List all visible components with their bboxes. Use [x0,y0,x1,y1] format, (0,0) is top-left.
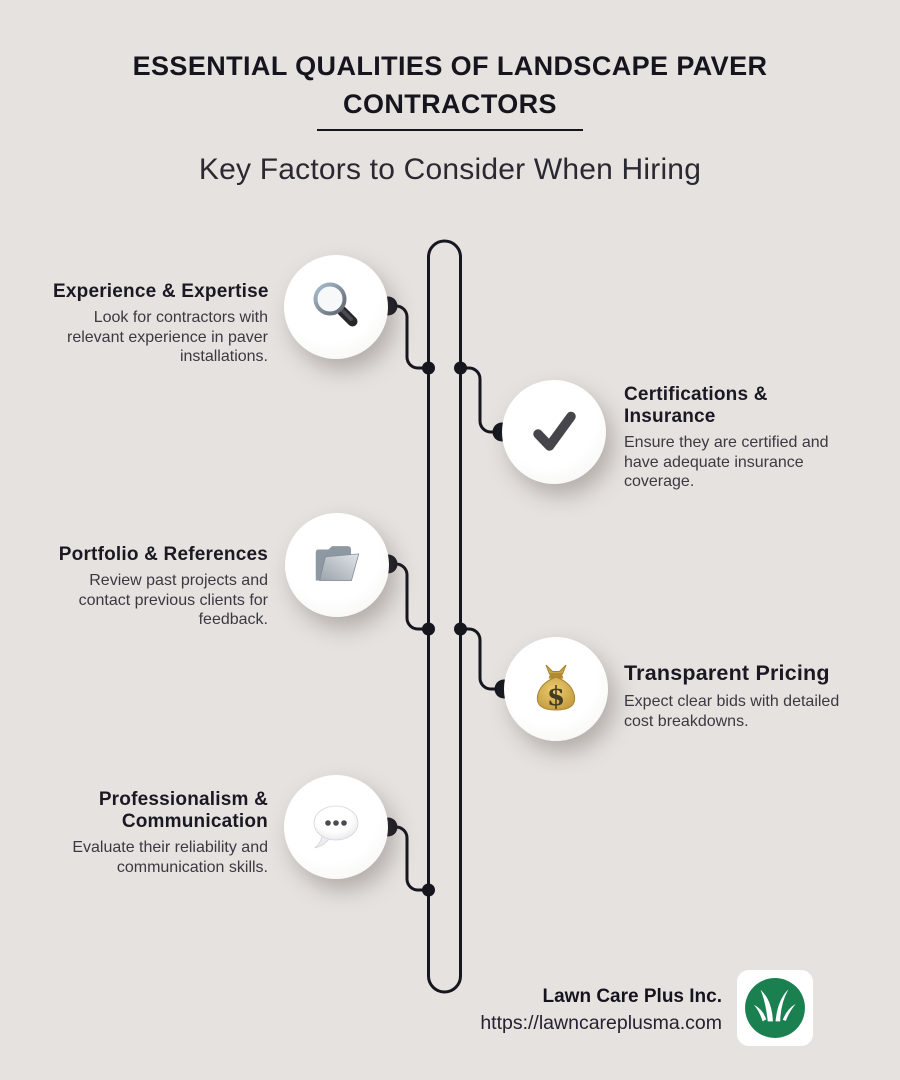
connector-item-4 [461,629,505,689]
connector-item-1 [388,306,429,368]
website-url[interactable]: https://lawncareplusma.com [480,1012,722,1034]
svg-text:$: $ [546,682,566,712]
item-title: Transparent Pricing [624,661,830,685]
magnifying-glass-icon [307,278,365,336]
rail-dot-1a [422,362,435,375]
timeline-capsule [429,241,461,992]
page-title [0,47,900,123]
item-description: Expect clear bids with detailed cost breakdowns. [624,693,840,730]
node-experience [284,255,388,359]
folder-icon [309,537,365,593]
footer [480,986,722,1035]
connector-item-5 [388,827,429,890]
item-title: Portfolio & References [58,544,268,565]
item-description: Review past projects and contact previous clients for feedback. [78,572,268,628]
node-portfolio [285,513,389,617]
connector-item-2 [461,368,503,432]
speech-bubble-icon [305,798,367,856]
grass-logo-icon [744,977,806,1039]
page-title-line2: CONTRACTORS [343,89,557,119]
page-title-line1: ESSENTIAL QUALITIES OF LANDSCAPE PAVER [132,51,768,81]
page-subtitle: Key Factors to Consider When Hiring [198,153,702,186]
rail-dot-3a [422,884,435,897]
item-communication [56,789,268,877]
item-portfolio [46,544,268,630]
company-name: Lawn Care Plus Inc. [542,986,722,1007]
item-title: Certifications & Insurance [624,384,768,427]
checkmark-icon [525,403,583,461]
item-experience [53,281,268,367]
connector-item-3 [388,564,429,629]
company-logo [737,970,813,1046]
node-pricing [504,637,608,741]
item-description: Ensure they are certified and have adequate insurance coverage. [624,434,829,490]
node-communication [284,775,388,879]
item-certifications [624,384,836,492]
title-underline-rule [317,129,583,131]
item-description: Look for contractors with relevant experience in paver installations. [66,309,268,365]
node-certifications [502,380,606,484]
rail-dot-2a [422,623,435,636]
money-bag-icon [527,660,585,718]
rail-dot-2b [454,623,467,636]
item-title: Professionalism & Communication [98,789,268,832]
item-description: Evaluate their reliability and communication skills. [72,839,268,876]
rail-dot-1b [454,362,467,375]
item-pricing [624,660,860,731]
item-title: Experience & Expertise [53,281,269,302]
